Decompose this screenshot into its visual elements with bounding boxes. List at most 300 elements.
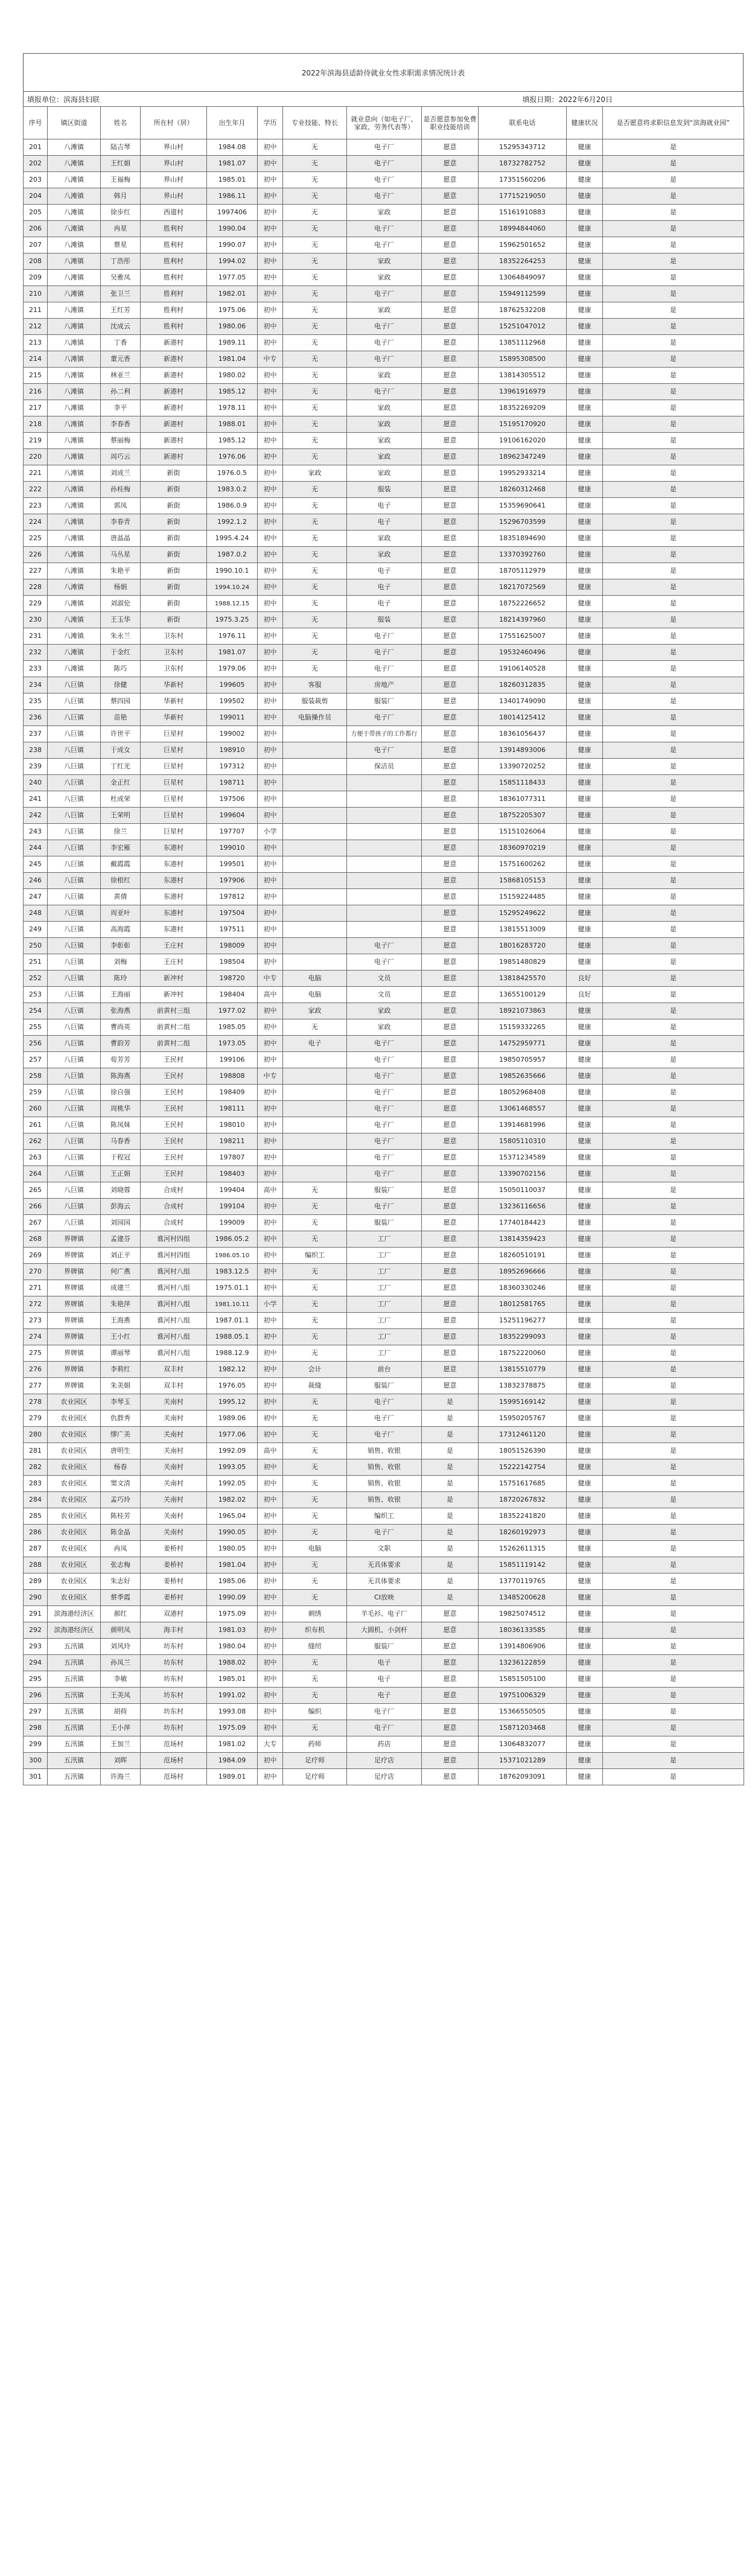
table-row (24, 1215, 744, 1231)
col-training-cell: 愿意 (422, 742, 479, 759)
col-skills-cell: 无 (283, 205, 347, 221)
col-name-cell: 马春香 (101, 1133, 141, 1150)
col-phone-cell: 15262611315 (479, 1541, 567, 1557)
col-index-cell: 277 (24, 1378, 48, 1394)
col-education-cell: 初中 (258, 400, 283, 416)
col-index-cell: 286 (24, 1525, 48, 1541)
col-health-cell: 健康 (567, 759, 603, 775)
col-job-intent-cell: 方便于带孩子的工作都行 (347, 726, 422, 742)
col-publish-cell: 是 (603, 335, 744, 351)
col-health-cell: 健康 (567, 938, 603, 954)
col-name-cell: 张卫兰 (101, 286, 141, 302)
col-job-intent-cell: 电子厂 (347, 1036, 422, 1052)
col-index-cell: 210 (24, 286, 48, 302)
col-health-cell: 健康 (567, 498, 603, 514)
col-village-cell: 卫东村 (141, 645, 207, 661)
col-town-cell: 农业园区 (48, 1557, 101, 1573)
col-publish-cell: 是 (603, 449, 744, 465)
col-education-cell: 初中 (258, 742, 283, 759)
table-row (24, 856, 744, 873)
col-job-intent-cell: 电子厂 (347, 1199, 422, 1215)
col-skills-cell: 足疗师 (283, 1769, 347, 1785)
col-training-cell: 愿意 (422, 1622, 479, 1639)
table-header-row (24, 107, 744, 139)
col-publish-cell: 是 (603, 319, 744, 335)
col-town-cell: 界牌镇 (48, 1329, 101, 1345)
col-skills-cell: 无 (283, 1525, 347, 1541)
col-town-cell: 八滩镇 (48, 531, 101, 547)
col-index-cell: 223 (24, 498, 48, 514)
col-birth-cell: 1984.09 (207, 1753, 258, 1769)
col-education-cell: 初中 (258, 938, 283, 954)
col-village-cell: 关南村 (141, 1411, 207, 1427)
col-index-cell: 273 (24, 1313, 48, 1329)
col-education-cell: 初中 (258, 1150, 283, 1166)
col-job-intent-cell: 电子厂 (347, 1052, 422, 1068)
col-village-cell: 王民村 (141, 1166, 207, 1182)
col-job-intent-cell: 家政 (347, 449, 422, 465)
table-row (24, 1459, 744, 1476)
col-village-cell: 王庄村 (141, 938, 207, 954)
col-name-cell: 王正娟 (101, 1166, 141, 1182)
col-education-cell: 初中 (258, 1117, 283, 1133)
col-education-cell: 初中 (258, 1052, 283, 1068)
col-name-cell: 徐兰 (101, 824, 141, 840)
col-birth-cell: 1980.05 (207, 1541, 258, 1557)
col-education-cell: 初中 (258, 1753, 283, 1769)
col-village-cell: 关南村 (141, 1459, 207, 1476)
reporting-unit: 填报单位：滨海县妇联 (27, 95, 100, 104)
col-publish-cell: 是 (603, 1150, 744, 1166)
col-name-cell: 丁红光 (101, 759, 141, 775)
col-phone-cell: 15366550505 (479, 1704, 567, 1720)
col-training-cell: 是 (422, 1590, 479, 1606)
col-village-cell: 谯河村八组 (141, 1329, 207, 1345)
table-row (24, 1036, 744, 1052)
col-training-cell: 愿意 (422, 1199, 479, 1215)
col-birth-cell: 1989.11 (207, 335, 258, 351)
col-job-intent-cell: 电子厂 (347, 1166, 422, 1182)
col-town-cell: 八巨镇 (48, 905, 101, 922)
col-village-cell: 新街 (141, 579, 207, 596)
col-training-cell: 是 (422, 1573, 479, 1590)
col-training-cell: 愿意 (422, 1639, 479, 1655)
col-birth-cell: 1976.0.5 (207, 465, 258, 482)
col-birth-cell: 1982.02 (207, 1492, 258, 1508)
col-phone-cell: 18994844060 (479, 221, 567, 237)
col-town-cell: 滨海港经济区 (48, 1606, 101, 1622)
col-health-cell: 健康 (567, 1590, 603, 1606)
statistics-sheet (23, 53, 744, 1785)
col-village-cell: 华新村 (141, 710, 207, 726)
col-name-cell: 李平 (101, 400, 141, 416)
col-training-cell: 是 (422, 1443, 479, 1459)
col-name-cell: 徐步红 (101, 205, 141, 221)
table-row (24, 1769, 744, 1785)
col-index-cell: 295 (24, 1671, 48, 1688)
col-training-cell: 愿意 (422, 1166, 479, 1182)
col-publish-cell: 是 (603, 1590, 744, 1606)
col-birth-cell: 1985.01 (207, 172, 258, 188)
col-phone-cell: 15751600262 (479, 856, 567, 873)
table-row (24, 938, 744, 954)
col-health-cell: 健康 (567, 905, 603, 922)
col-village-cell: 王民村 (141, 1101, 207, 1117)
col-skills-cell: 无 (283, 351, 347, 368)
col-training-cell: 愿意 (422, 889, 479, 905)
col-job-intent-cell: 销售、收银 (347, 1492, 422, 1508)
col-village-cell: 姜桥村 (141, 1590, 207, 1606)
col-phone-cell: 13818425570 (479, 971, 567, 987)
col-health-cell: 健康 (567, 1443, 603, 1459)
col-village-cell: 巨星村 (141, 824, 207, 840)
col-health-cell: 健康 (567, 1557, 603, 1573)
table-row (24, 1704, 744, 1720)
col-town-cell: 八巨镇 (48, 1036, 101, 1052)
col-birth-cell: 1993.05 (207, 1459, 258, 1476)
col-training-cell: 愿意 (422, 726, 479, 742)
col-publish-cell: 是 (603, 1362, 744, 1378)
col-birth-cell: 1976.05 (207, 1378, 258, 1394)
col-publish-cell: 是 (603, 205, 744, 221)
table-row (24, 416, 744, 433)
col-job-intent-cell: 服装厂 (347, 1215, 422, 1231)
col-phone-cell: 18036133585 (479, 1622, 567, 1639)
col-health-cell: 健康 (567, 1769, 603, 1785)
col-phone-cell: 18352299093 (479, 1329, 567, 1345)
col-name-cell: 徐自强 (101, 1085, 141, 1101)
col-publish-cell: 是 (603, 1769, 744, 1785)
col-name-cell: 蔡四园 (101, 693, 141, 710)
col-education-cell: 初中 (258, 1671, 283, 1688)
col-training-cell: 愿意 (422, 612, 479, 628)
col-training-cell: 愿意 (422, 1704, 479, 1720)
col-index-cell: 291 (24, 1606, 48, 1622)
col-training-cell: 是 (422, 1541, 479, 1557)
col-village-cell: 范场村 (141, 1736, 207, 1753)
col-index-cell: 283 (24, 1476, 48, 1492)
col-training-cell: 愿意 (422, 368, 479, 384)
col-education-cell: 中专 (258, 351, 283, 368)
col-birth-cell: 1986.0.9 (207, 498, 258, 514)
col-skills-cell (283, 742, 347, 759)
col-job-intent-cell: 服装 (347, 482, 422, 498)
col-training-cell: 愿意 (422, 710, 479, 726)
col-village-cell: 胜利村 (141, 286, 207, 302)
col-health-cell: 健康 (567, 1492, 603, 1508)
table-row (24, 596, 744, 612)
col-index-cell: 232 (24, 645, 48, 661)
col-education-cell: 初中 (258, 498, 283, 514)
col-village-cell: 王民村 (141, 1085, 207, 1101)
col-birth-cell: 1981.03 (207, 1622, 258, 1639)
col-skills-cell: 无 (283, 1231, 347, 1248)
col-publish-cell: 是 (603, 1215, 744, 1231)
col-health-cell: 健康 (567, 221, 603, 237)
table-row (24, 1753, 744, 1769)
col-birth-cell: 1980.02 (207, 368, 258, 384)
col-health-header: 健康状况 (567, 107, 603, 139)
table-row (24, 1655, 744, 1671)
col-index-cell: 253 (24, 987, 48, 1003)
col-training-cell: 愿意 (422, 1313, 479, 1329)
col-phone-cell: 19106140528 (479, 661, 567, 677)
col-health-cell: 健康 (567, 1753, 603, 1769)
col-phone-cell: 15851118433 (479, 775, 567, 791)
col-education-cell: 初中 (258, 1525, 283, 1541)
col-education-cell: 初中 (258, 416, 283, 433)
col-name-cell: 周亚叶 (101, 905, 141, 922)
col-birth-cell: 1995.4.24 (207, 531, 258, 547)
col-village-cell: 姜桥村 (141, 1541, 207, 1557)
col-education-cell: 高中 (258, 1443, 283, 1459)
col-publish-cell: 是 (603, 1541, 744, 1557)
col-index-cell: 206 (24, 221, 48, 237)
table-row (24, 1133, 744, 1150)
col-village-cell: 新港村 (141, 351, 207, 368)
col-skills-cell: 无 (283, 1557, 347, 1573)
col-village-cell: 合成村 (141, 1199, 207, 1215)
col-town-cell: 八巨镇 (48, 1019, 101, 1036)
col-publish-cell: 是 (603, 1671, 744, 1688)
col-skills-cell: 裁缝 (283, 1378, 347, 1394)
col-name-cell: 刘晖 (101, 1753, 141, 1769)
col-index-cell: 290 (24, 1590, 48, 1606)
col-health-cell: 健康 (567, 433, 603, 449)
col-phone-cell: 18360970219 (479, 840, 567, 856)
col-skills-cell: 无 (283, 596, 347, 612)
col-publish-cell: 是 (603, 1753, 744, 1769)
table-row (24, 1476, 744, 1492)
table-row (24, 1492, 744, 1508)
col-village-cell: 关南村 (141, 1427, 207, 1443)
col-village-cell: 胜利村 (141, 319, 207, 335)
col-name-cell: 曹尚英 (101, 1019, 141, 1036)
col-job-intent-cell: 服装厂 (347, 1639, 422, 1655)
col-skills-cell: 无 (283, 1476, 347, 1492)
col-training-cell: 愿意 (422, 286, 479, 302)
col-phone-cell: 15805110310 (479, 1133, 567, 1150)
col-education-cell: 初中 (258, 1085, 283, 1101)
table-row (24, 808, 744, 824)
col-skills-cell: 无 (283, 1492, 347, 1508)
col-village-cell: 新港村 (141, 384, 207, 400)
col-birth-cell: 198910 (207, 742, 258, 759)
table-row (24, 791, 744, 808)
col-training-cell: 愿意 (422, 1720, 479, 1736)
col-education-cell: 初中 (258, 465, 283, 482)
col-village-cell: 坊东村 (141, 1688, 207, 1704)
col-town-cell: 八滩镇 (48, 433, 101, 449)
col-training-cell: 愿意 (422, 579, 479, 596)
col-publish-cell: 是 (603, 808, 744, 824)
col-publish-cell: 是 (603, 253, 744, 270)
col-job-intent-cell: 工厂 (347, 1345, 422, 1362)
col-education-cell: 初中 (258, 1329, 283, 1345)
col-health-cell: 健康 (567, 237, 603, 253)
col-education-cell: 初中 (258, 1133, 283, 1150)
col-health-cell: 健康 (567, 710, 603, 726)
col-birth-cell: 198009 (207, 938, 258, 954)
col-health-cell: 健康 (567, 596, 603, 612)
col-town-cell: 八滩镇 (48, 139, 101, 156)
col-job-intent-cell: 电子 (347, 1671, 422, 1688)
col-training-cell: 愿意 (422, 433, 479, 449)
table-row (24, 1231, 744, 1248)
col-town-cell: 八滩镇 (48, 335, 101, 351)
col-publish-cell: 是 (603, 661, 744, 677)
col-training-cell: 愿意 (422, 547, 479, 563)
col-phone-cell: 18762093091 (479, 1769, 567, 1785)
col-training-cell: 愿意 (422, 1264, 479, 1280)
col-skills-cell: 无 (283, 1215, 347, 1231)
col-index-cell: 219 (24, 433, 48, 449)
col-name-cell: 陈巧 (101, 661, 141, 677)
col-skills-cell (283, 1133, 347, 1150)
col-education-cell: 初中 (258, 319, 283, 335)
col-health-cell: 健康 (567, 645, 603, 661)
col-village-cell: 合成村 (141, 1182, 207, 1199)
table-body (24, 139, 744, 1785)
col-town-cell: 五汛镇 (48, 1655, 101, 1671)
col-health-cell: 健康 (567, 1036, 603, 1052)
col-skills-cell (283, 824, 347, 840)
col-job-intent-cell: 电子厂 (347, 286, 422, 302)
col-job-intent-cell: 电子厂 (347, 1525, 422, 1541)
col-education-cell: 初中 (258, 856, 283, 873)
col-index-cell: 229 (24, 596, 48, 612)
col-village-cell: 东港村 (141, 889, 207, 905)
col-health-cell: 健康 (567, 1150, 603, 1166)
col-publish-cell: 是 (603, 547, 744, 563)
col-training-header: 是否愿意参加免费职业技能培训 (422, 107, 479, 139)
col-job-intent-cell: 电子厂 (347, 1704, 422, 1720)
col-publish-cell: 是 (603, 465, 744, 482)
col-birth-cell: 197504 (207, 905, 258, 922)
col-name-cell: 刘晓蓉 (101, 1182, 141, 1199)
col-village-cell: 王民村 (141, 1117, 207, 1133)
col-town-cell: 八滩镇 (48, 596, 101, 612)
col-training-cell: 愿意 (422, 693, 479, 710)
col-index-cell: 257 (24, 1052, 48, 1068)
col-index-cell: 276 (24, 1362, 48, 1378)
col-index-cell: 227 (24, 563, 48, 579)
col-publish-cell: 是 (603, 498, 744, 514)
col-index-cell: 228 (24, 579, 48, 596)
col-skills-cell: 无 (283, 188, 347, 205)
col-phone-cell: 19751006329 (479, 1688, 567, 1704)
col-town-cell: 八巨镇 (48, 726, 101, 742)
col-education-cell: 初中 (258, 253, 283, 270)
col-education-cell: 初中 (258, 1199, 283, 1215)
col-town-header: 镇区街道 (48, 107, 101, 139)
col-job-intent-cell: 电子厂 (347, 1720, 422, 1736)
col-name-cell: 窦文清 (101, 1476, 141, 1492)
col-index-cell: 272 (24, 1296, 48, 1313)
col-publish-cell: 是 (603, 1704, 744, 1720)
col-job-intent-cell: 销售、收银 (347, 1476, 422, 1492)
col-phone-cell: 15295343712 (479, 139, 567, 156)
col-phone-cell: 13061468557 (479, 1101, 567, 1117)
col-birth-cell: 1976.06 (207, 449, 258, 465)
col-education-cell: 初中 (258, 482, 283, 498)
col-skills-cell (283, 1052, 347, 1068)
col-birth-cell: 1988.01 (207, 416, 258, 433)
col-job-intent-cell: 编织工 (347, 1508, 422, 1525)
col-phone-cell: 18351894690 (479, 531, 567, 547)
col-town-cell: 八滩镇 (48, 449, 101, 465)
col-name-cell: 王小红 (101, 1329, 141, 1345)
col-job-intent-cell: 电子厂 (347, 221, 422, 237)
col-skills-cell: 无 (283, 661, 347, 677)
col-village-cell: 谯河村八组 (141, 1264, 207, 1280)
col-training-cell: 愿意 (422, 335, 479, 351)
col-education-cell: 初中 (258, 726, 283, 742)
col-name-cell: 孟巧玲 (101, 1492, 141, 1508)
col-education-cell: 初中 (258, 1476, 283, 1492)
col-village-cell: 新街 (141, 547, 207, 563)
table-row (24, 188, 744, 205)
col-village-cell: 胜利村 (141, 253, 207, 270)
col-job-intent-cell: 电子厂 (347, 139, 422, 156)
col-village-cell: 范场村 (141, 1769, 207, 1785)
col-training-cell: 愿意 (422, 596, 479, 612)
col-publish-cell: 是 (603, 1525, 744, 1541)
col-name-cell: 李莉红 (101, 1362, 141, 1378)
col-job-intent-cell: 家政 (347, 465, 422, 482)
col-training-cell: 愿意 (422, 1362, 479, 1378)
col-index-cell: 266 (24, 1199, 48, 1215)
col-training-cell: 愿意 (422, 971, 479, 987)
col-job-intent-cell: 电子厂 (347, 710, 422, 726)
col-publish-cell: 是 (603, 824, 744, 840)
col-health-cell: 健康 (567, 547, 603, 563)
col-name-cell: 王玉华 (101, 612, 141, 628)
table-row (24, 1019, 744, 1036)
col-publish-cell: 是 (603, 1280, 744, 1296)
col-village-cell: 新港村 (141, 416, 207, 433)
col-birth-cell: 198010 (207, 1117, 258, 1133)
col-birth-cell: 1977.05 (207, 270, 258, 286)
col-phone-cell: 18051526390 (479, 1443, 567, 1459)
col-job-intent-cell: 家政 (347, 416, 422, 433)
col-education-cell: 小学 (258, 1296, 283, 1313)
col-education-cell: 初中 (258, 1019, 283, 1036)
col-skills-cell: 无 (283, 400, 347, 416)
col-name-cell: 谭丽琴 (101, 1345, 141, 1362)
col-education-cell: 初中 (258, 645, 283, 661)
col-training-cell: 愿意 (422, 270, 479, 286)
col-birth-cell: 199010 (207, 840, 258, 856)
col-job-intent-cell: 房地产 (347, 677, 422, 693)
col-index-cell: 213 (24, 335, 48, 351)
col-town-cell: 八巨镇 (48, 1133, 101, 1150)
col-name-cell: 陆吉琴 (101, 139, 141, 156)
col-village-cell: 谯河村八组 (141, 1280, 207, 1296)
col-publish-cell: 是 (603, 1085, 744, 1101)
col-training-cell: 愿意 (422, 677, 479, 693)
col-phone-cell: 18752226652 (479, 596, 567, 612)
col-training-cell: 愿意 (422, 661, 479, 677)
table-row (24, 824, 744, 840)
col-phone-cell: 13832378875 (479, 1378, 567, 1394)
col-birth-cell: 1988.12.9 (207, 1345, 258, 1362)
col-town-cell: 农业园区 (48, 1476, 101, 1492)
col-index-cell: 300 (24, 1753, 48, 1769)
col-name-cell: 王福梅 (101, 172, 141, 188)
col-publish-cell: 是 (603, 1313, 744, 1329)
col-index-cell: 265 (24, 1182, 48, 1199)
